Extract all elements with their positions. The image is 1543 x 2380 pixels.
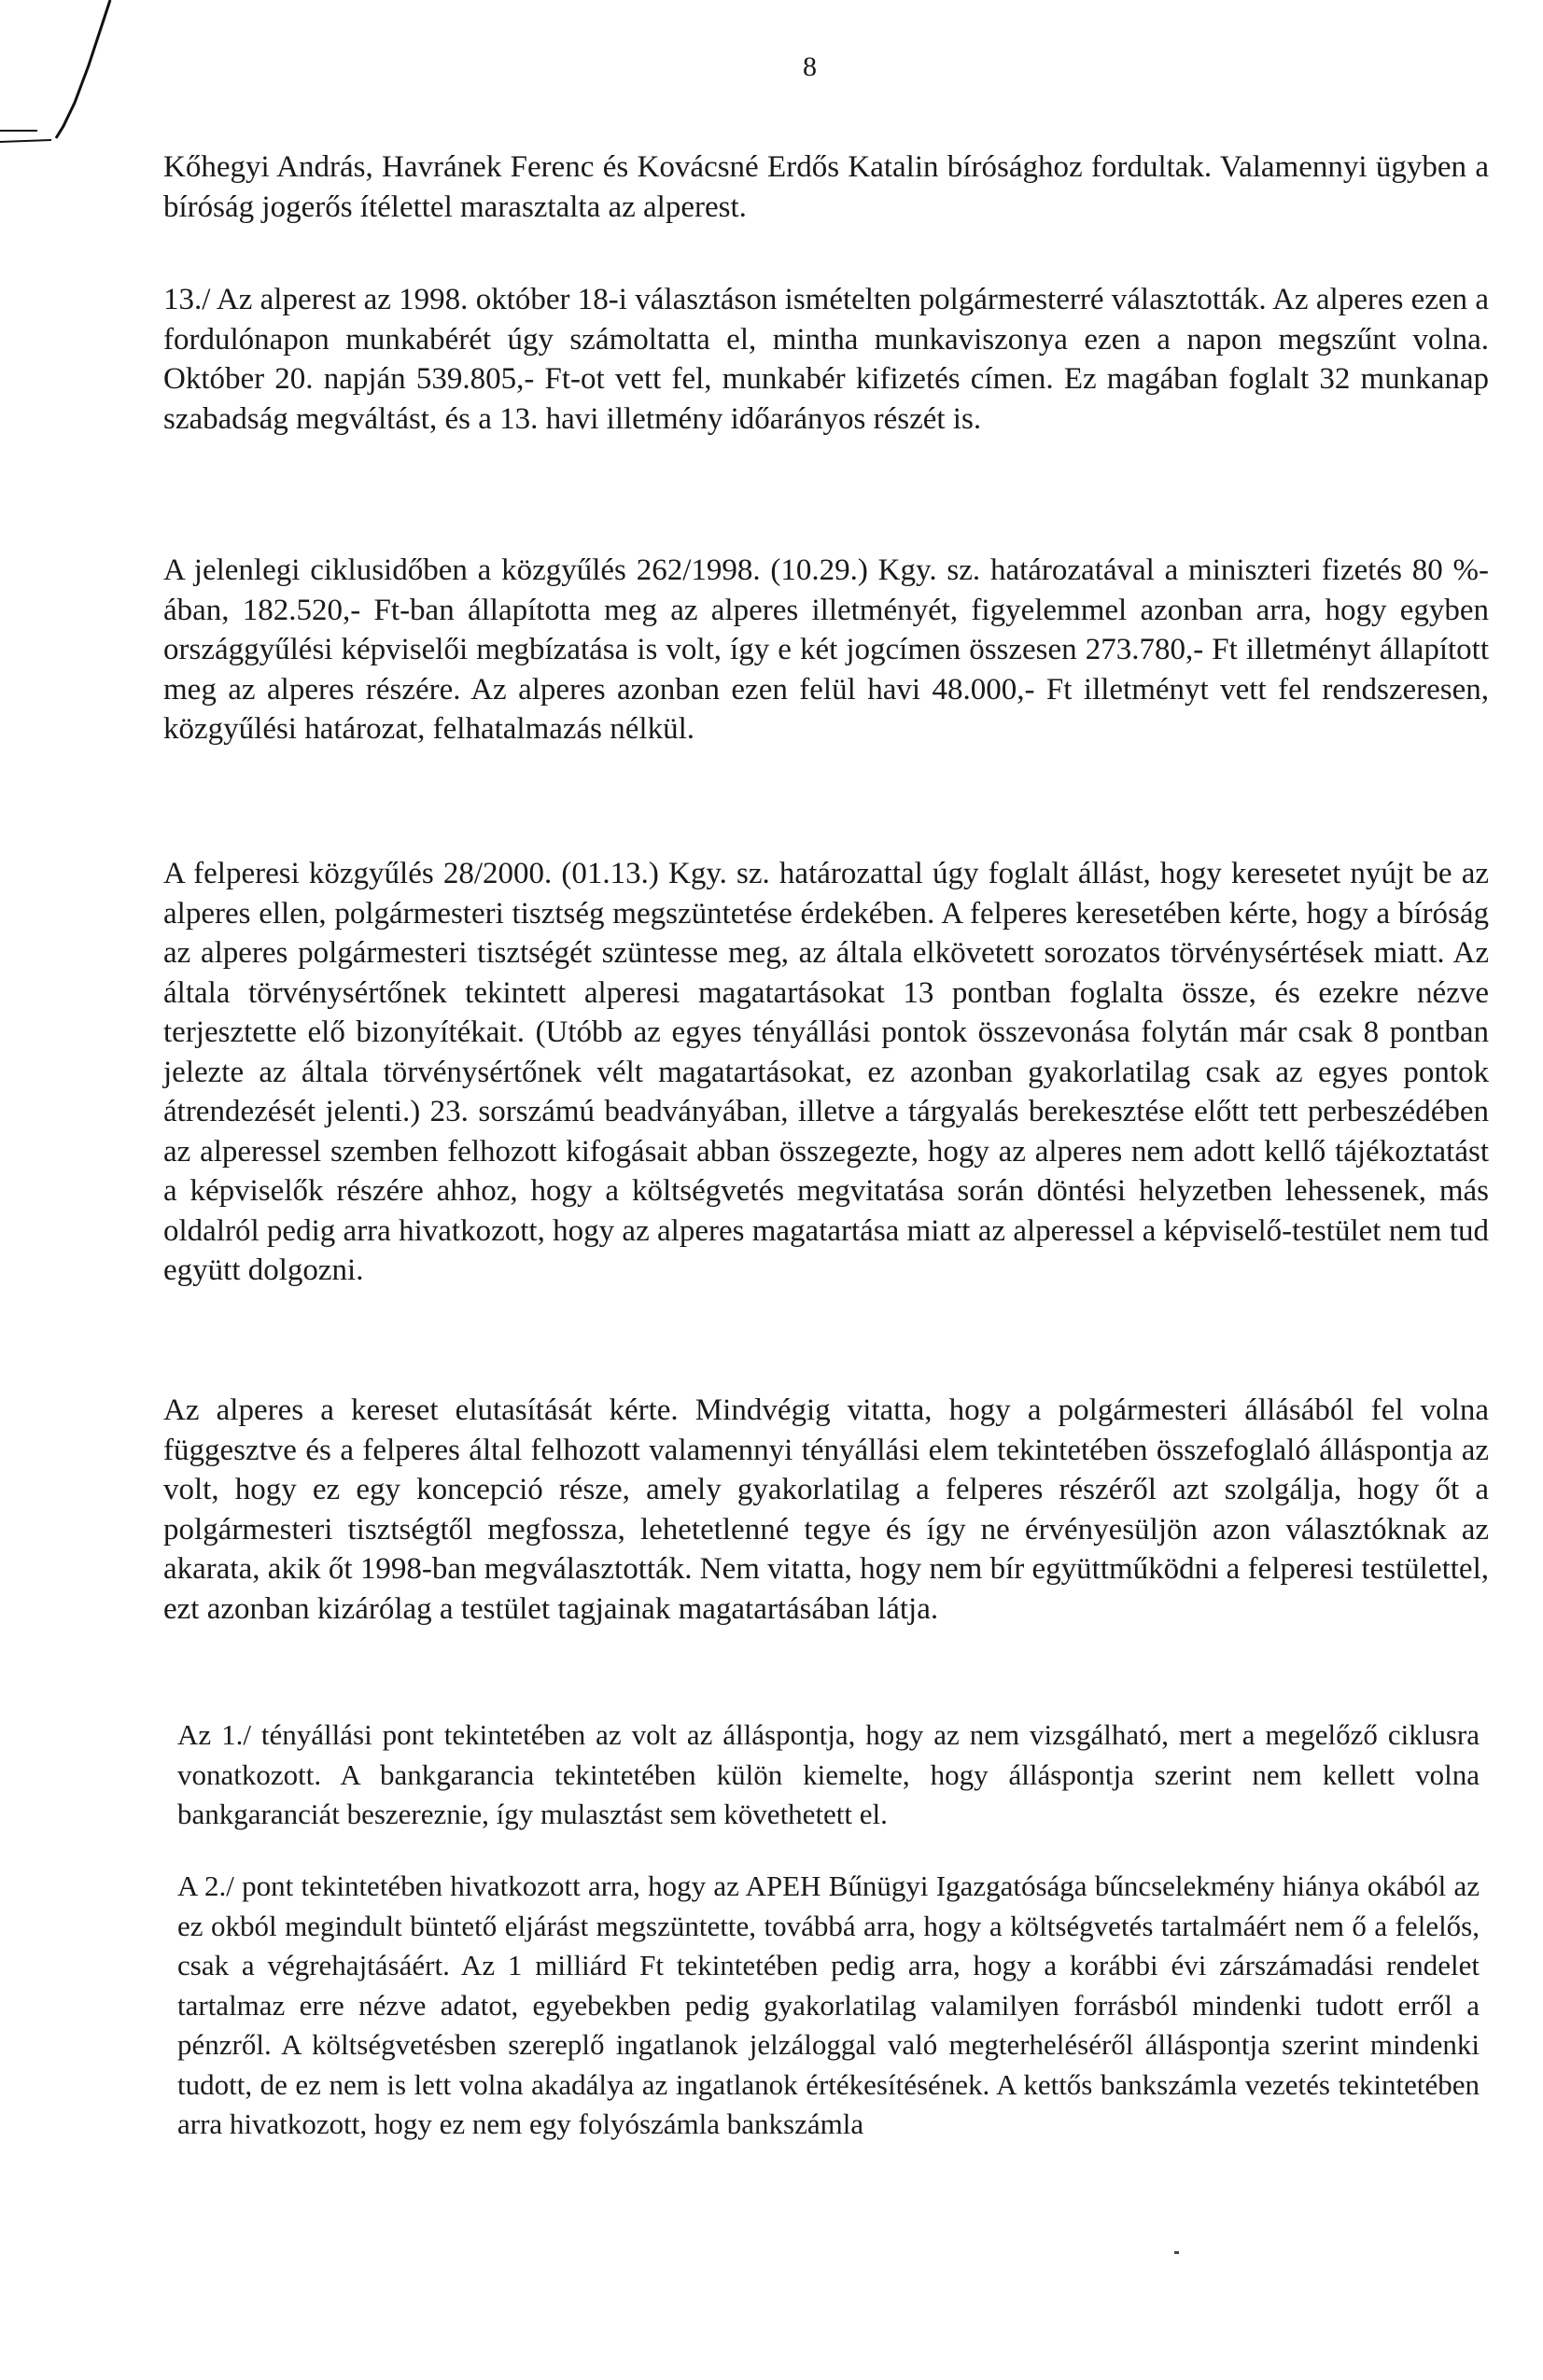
paragraph-5: Az alperes a kereset elutasítását kérte. Mindvégig vitatta, hogy a polgármesteri állásából fel volna függesztve és a felperes által felhozott valamennyi tényállási elem tekintetében összefoglaló álláspontja az volt, hogy ez egy koncepció része, amely gyakorlatilag a felperes részéről azt szolgálja, hogy őt a polgármesteri tisztségtől megfossza, lehetetlenné tegye és így ne érvényesüljön azon választóknak az akarata, akik őt 1998-ban megválasztották. Nem vitatta, hogy nem bír együttműködni a felperesi testülettel, ezt azonban kizárólag a testület tagjainak magatartásában látja. xyxy=(163,1393,1489,1626)
paragraph-2: 13./ Az alperest az 1998. október 18-i választáson ismételten polgármesterré választották. Az alperes ezen a fordulónapon munkabérét úgy számoltatta el, mintha munkaviszonya ezen a napon megszűnt volna. Október 20. napján 539.805,- Ft-ot vett fel, munkabér kifizetés címen. Ez magában foglalt 32 munkanap szabadság megváltást, és a 13. havi illetmény időarányos részét is. xyxy=(163,283,1489,436)
page-number: 8 xyxy=(803,51,817,82)
corner-staple-mark xyxy=(0,0,121,159)
paragraph-6: Az 1./ tényállási pont tekintetében az volt az álláspontja, hogy az nem vizsgálható, mert a megelőző ciklusra vonatkozott. A bankgarancia tekintetében külön kiemelte, hogy álláspontja szerint nem kellett volna bankgaranciát beszereznie, így mulasztást sem követhetett el. xyxy=(177,1718,1480,1830)
paragraph-1: Kőhegyi András, Havránek Ferenc és Kovácsné Erdős Katalin bírósághoz fordultak. Valamennyi ügyben a bíróság jogerős ítélettel marasztalta az alperest. xyxy=(163,150,1489,224)
paragraph-3: A jelenlegi ciklusidőben a közgyűlés 262/1998. (10.29.) Kgy. sz. határozatával a miniszteri fizetés 80 %-ában, 182.520,- Ft-ban állapította meg az alperes illetményét, figyelemmel azonban arra, hogy egyben országgyűlési képviselői megbízatása is volt, így e két jogcímen összesen 273.780,- Ft illetményt állapított meg az alperes részére. Az alperes azonban ezen felül havi 48.000,- Ft illetményt vett fel rendszeresen, közgyűlési határozat, felhatalmazás nélkül. xyxy=(163,553,1489,746)
paragraph-4: A felperesi közgyűlés 28/2000. (01.13.) Kgy. sz. határozattal úgy foglalt állást, hogy keresetet nyújt be az alperes ellen, polgármesteri tisztség megszüntetése érdekében. A felperes keresetében kérte, hogy a bíróság az alperes polgármesteri tisztségét szüntesse meg, az általa elkövetett sorozatos törvénysértések miatt. Az általa törvénysértőnek tekintett alperesi magatartásokat 13 pontban foglalta össze, és ezekre nézve terjesztette elő bizonyítékait. (Utóbb az egyes tényállási pontok összevonása folytán már csak 8 pontban jelezte az általa törvénysértőnek vélt magatartásokat, ez azonban gyakorlatilag csak az egyes pontok átrendezését jelenti.) 23. sorszámú beadványában, illetve a tárgyalás berekesztése előtt tett perbeszédében az alperessel szemben felhozott kifogásait abban összegezte, hogy az alperes nem adott kellő tájékoztatást a képviselők részére ahhoz, hogy a költségvetés megvitatása során döntési helyzetben lehessenek, más oldalról pedig arra hivatkozott, hogy az alperes magatartása miatt az alperessel a képviselő-testület nem tud együtt dolgozni. xyxy=(163,857,1489,1287)
paragraph-7: A 2./ pont tekintetében hivatkozott arra, hogy az APEH Bűnügyi Igazgatósága bűncselekmény hiánya okából az ez okból megindult büntető eljárást megszüntette, továbbá arra, hogy a költségvetés tartalmáért nem ő a felelős, csak a végrehajtásáért. Az 1 milliárd Ft tekintetében pedig arra, hogy a korábbi évi zárszámadási rendelet tartalmaz erre nézve adatot, egyebekben pedig gyakorlatilag valamilyen forrásból mindenki tudott erről a pénzről. A költségvetésben szereplő ingatlanok jelzáloggal való megterheléséről álláspontja szerint mindenki tudott, de ez nem is lett volna akadálya az ingatlanok értékesítésének. A kettős bankszámla vezetés tekintetében arra hivatkozott, hogy ez nem egy folyószámla bankszámla xyxy=(177,1869,1480,2140)
scan-speck xyxy=(1174,2251,1179,2254)
